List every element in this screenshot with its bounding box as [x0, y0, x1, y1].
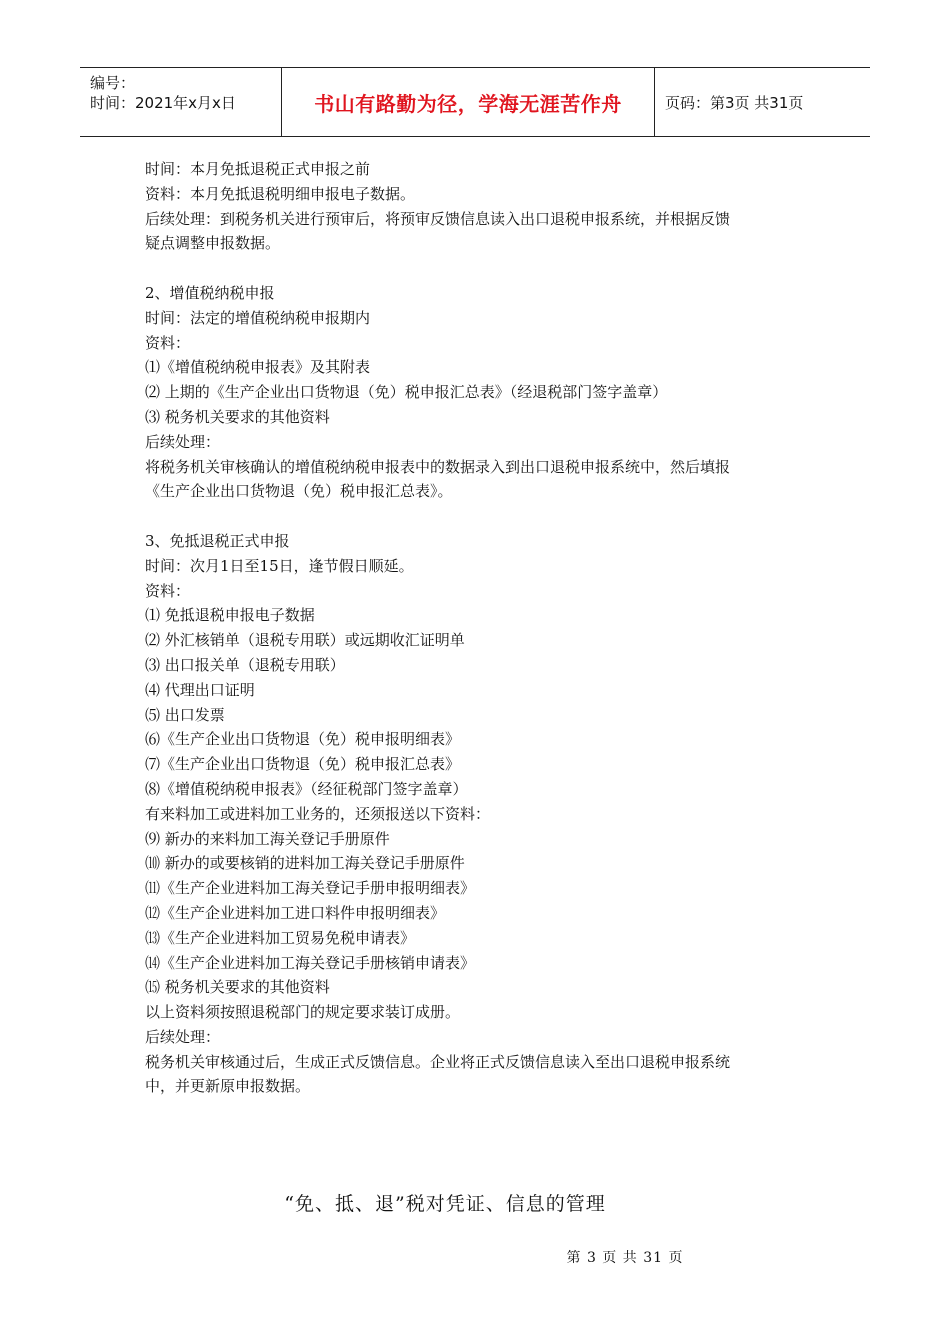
- list-item: ⑺《生产企业出口货物退（免）税申报汇总表》: [145, 755, 461, 774]
- section-title: “免、抵、退”税对凭证、信息的管理: [284, 1193, 606, 1215]
- text-line: 有来料加工或进料加工业务的，还须报送以下资料：: [145, 804, 491, 823]
- text-line: 后续处理：: [145, 1027, 221, 1046]
- text-line: 时间：法定的增值税纳税申报期内: [145, 308, 371, 327]
- header-meta: [80, 68, 282, 136]
- list-item: ⑴ 免抵退税申报电子数据: [145, 606, 315, 625]
- header-motto-cell: [282, 68, 655, 136]
- section-heading: 3、免抵退税正式申报: [145, 531, 290, 550]
- list-item: ⑶ 税务机关要求的其他资料: [145, 407, 330, 426]
- text-line: 资料：: [145, 581, 191, 600]
- list-item: ⑿《生产企业进料加工进口料件申报明细表》: [145, 903, 446, 922]
- text-line: 税务机关审核通过后，生成正式反馈信息。企业将正式反馈信息读入至出口退税申报系统: [145, 1052, 731, 1071]
- list-item: ⑵ 外汇核销单（退税专用联）或远期收汇证明单: [145, 631, 465, 650]
- list-item: ⑴《增值税纳税申报表》及其附表: [145, 358, 371, 377]
- text-line: 资料：本月免抵退税明细申报电子数据。: [145, 184, 416, 203]
- text-line: 资料：: [145, 333, 191, 352]
- list-item: ⑵ 上期的《生产企业出口货物退（免）税申报汇总表》（经退税部门签字盖章）: [145, 383, 668, 402]
- list-item: ⒁《生产企业进料加工海关登记手册核销申请表》: [145, 953, 476, 972]
- pre-declaration-block: [145, 157, 825, 256]
- list-item: ⑼ 新办的来料加工海关登记手册原件: [145, 829, 390, 848]
- paragraph-gap: [145, 504, 825, 529]
- text-line: 后续处理：: [145, 432, 221, 451]
- text-line: 以上资料须按照退税部门的规定要求装订成册。: [145, 1003, 461, 1022]
- text-line: 后续处理：到税务机关进行预审后，将预审反馈信息读入出口退税申报系统，并根据反馈: [145, 209, 731, 228]
- text-line: 时间：本月免抵退税正式申报之前: [145, 160, 371, 178]
- vat-declaration-block: [145, 281, 825, 504]
- list-item: ⑶ 出口报关单（退税专用联）: [145, 655, 345, 674]
- header-page-info: 页码：第3页 共31页: [665, 93, 804, 112]
- text-line: 中，并更新原申报数据。: [145, 1077, 311, 1096]
- list-item: ⑹《生产企业出口货物退（免）税申报明细表》: [145, 730, 461, 749]
- list-item: ⑸ 出口发票: [145, 705, 225, 724]
- list-item: ⒂ 税务机关要求的其他资料: [145, 978, 330, 997]
- document-body: [145, 157, 825, 1099]
- text-line: 时间：次月1日至15日，逢节假日顺延。: [145, 556, 414, 575]
- section-heading: 2、增值税纳税申报: [145, 283, 275, 302]
- formal-declaration-block: [145, 529, 825, 1099]
- header-motto: 书山有路勤为径，学海无涯苦作舟: [314, 91, 622, 116]
- text-line: 将税务机关审核确认的增值税纳税申报表中的数据录入到出口退税申报系统中，然后填报: [145, 457, 731, 476]
- list-item: ⑽ 新办的或要核销的进料加工海关登记手册原件: [145, 854, 465, 873]
- page-footer: 第 3 页 共 31 页: [566, 1250, 684, 1266]
- list-item: ⑷ 代理出口证明: [145, 680, 255, 699]
- list-item: ⑻《增值税纳税申报表》（经征税部门签字盖章）: [145, 779, 468, 798]
- list-item: ⑾《生产企业进料加工海关登记手册申报明细表》: [145, 879, 476, 898]
- text-line: 疑点调整申报数据。: [145, 234, 281, 253]
- text-line: 《生产企业出口货物退（免）税申报汇总表》。: [145, 482, 453, 501]
- page-header: [80, 67, 870, 137]
- doc-date-label: 时间：2021年x月x日: [90, 94, 236, 112]
- paragraph-gap: [145, 256, 825, 281]
- doc-number-label: 编号：: [90, 74, 136, 92]
- list-item: ⒀《生产企业进料加工贸易免税申请表》: [145, 928, 416, 947]
